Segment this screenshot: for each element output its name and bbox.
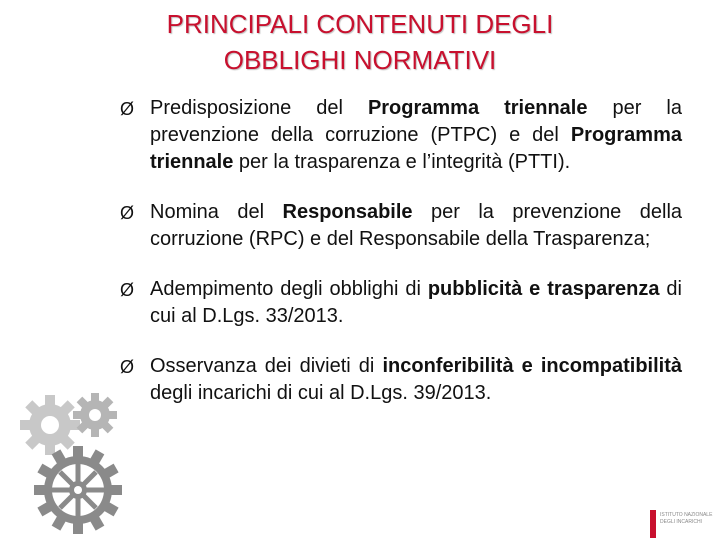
medium-gear-icon [73, 393, 117, 437]
logo-text-line-2: DEGLI INCARICHI [660, 519, 702, 525]
institution-logo [650, 510, 718, 538]
bullet-bold-text: Responsabile [282, 201, 413, 223]
bullet-item-pubblicita [120, 276, 682, 330]
bullet-item-responsabile [120, 199, 682, 253]
bullet-bold-text: Programma triennale [150, 124, 682, 173]
large-gear-icon [34, 446, 122, 534]
bullet-item-ptpc [120, 95, 682, 176]
arrow-bullet-icon: Ø [120, 357, 135, 377]
bullet-bold-text: pubblicità e trasparenza [427, 278, 660, 300]
logo-text [660, 512, 718, 526]
logo-text-line-1: ISTITUTO NAZIONALE [660, 512, 713, 518]
bullet-text: Nomina del [150, 201, 283, 223]
bullet-list [120, 95, 682, 407]
bullet-text: per la trasparenza e l’integrità (PTTI). [233, 151, 571, 173]
bullet-text: per la prevenzione della corruzione (PTPC) e del [150, 97, 683, 146]
gears-decoration-icon [0, 370, 160, 540]
bullet-text: di cui al D.Lgs. 33/2013. [150, 278, 682, 327]
bullet-text: Osservanza dei divieti di [150, 355, 383, 377]
bullet-bold-text: Programma triennale [367, 97, 588, 119]
bullet-bold-text: inconferibilità e incompatibilità [382, 355, 682, 377]
bullet-text: degli incarichi di cui al D.Lgs. 39/2013. [150, 382, 492, 404]
bullet-text: per la prevenzione della corruzione (RPC) e del Responsabile della Trasparenza; [150, 201, 683, 250]
arrow-bullet-icon: Ø [120, 99, 135, 119]
bullet-item-inconferibilita [120, 353, 682, 407]
logo-bar-icon [650, 510, 656, 538]
bullet-text: Predisposizione del [150, 97, 368, 119]
small-gear-icon [20, 395, 80, 455]
bullet-text: Adempimento degli obblighi di [150, 278, 428, 300]
title-line-2: OBBLIGHI NORMATIVI [223, 45, 497, 75]
arrow-bullet-icon: Ø [120, 280, 135, 300]
arrow-bullet-icon: Ø [120, 203, 135, 223]
title-line-1: PRINCIPALI CONTENUTI DEGLI [166, 9, 554, 39]
page-title [0, 6, 720, 78]
